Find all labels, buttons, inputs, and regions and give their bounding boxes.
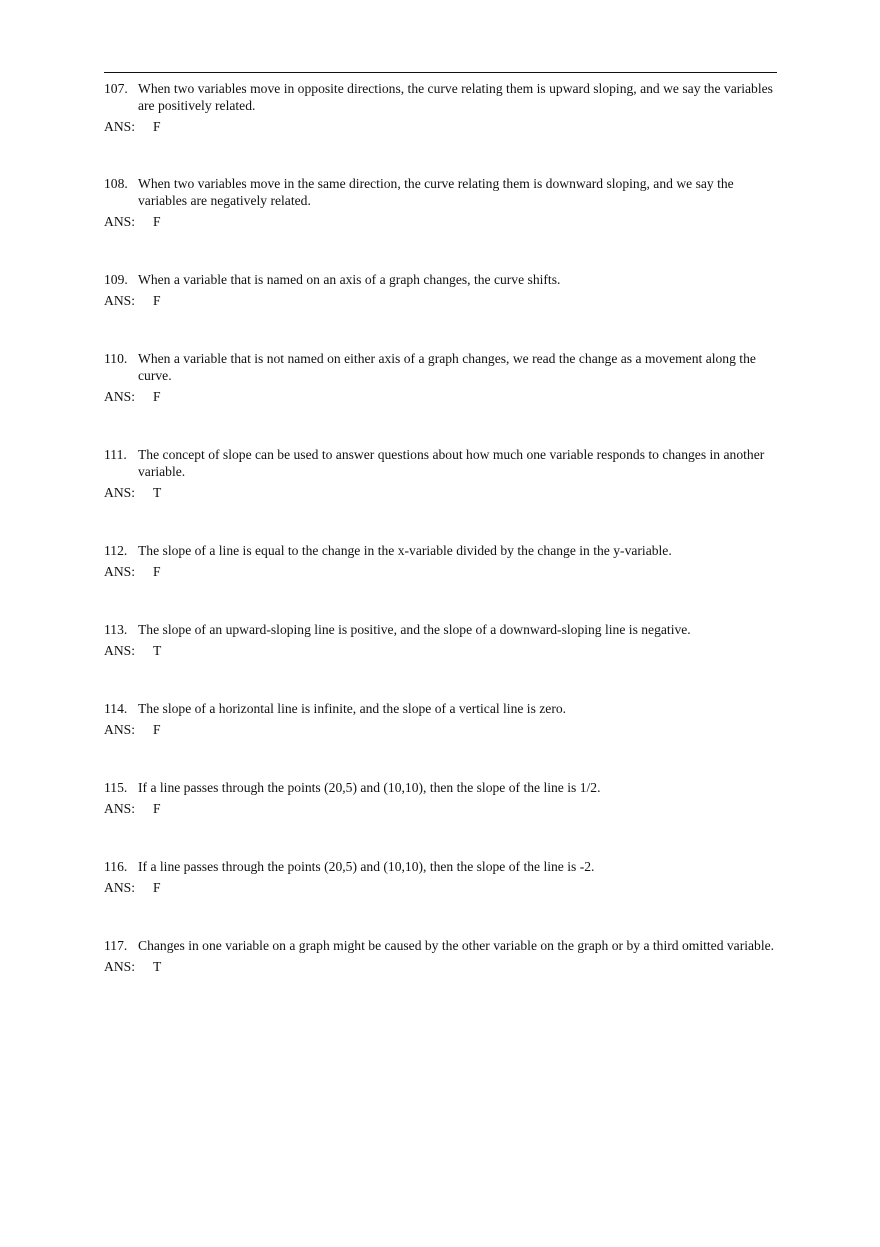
question-110 [104, 350, 777, 405]
question-number: 111. [104, 447, 127, 462]
answer-label: ANS: [104, 293, 135, 308]
answer-value: F [153, 293, 161, 308]
question-number: 109. [104, 272, 128, 287]
question-text: If a line passes through the points (20,5) and (10,10), then the slope of the line is 1/2. [138, 780, 601, 795]
question-number: 110. [104, 351, 128, 366]
question-number: 113. [104, 622, 128, 637]
question-text: The concept of slope can be used to answer questions about how much one variable responds to changes in another variable. [138, 447, 765, 479]
answer-value: F [153, 389, 161, 404]
answer-value: F [153, 880, 161, 895]
question-107 [104, 80, 777, 135]
answer-label: ANS: [104, 214, 135, 229]
question-text: When a variable that is not named on either axis of a graph changes, we read the change as a movement along the curve. [138, 351, 756, 383]
answer-value: T [153, 485, 162, 500]
answer-value: F [153, 801, 161, 816]
answer-value: T [153, 959, 162, 974]
question-number: 112. [104, 543, 128, 558]
answer-label: ANS: [104, 564, 135, 579]
question-number: 116. [104, 859, 128, 874]
question-text: When two variables move in opposite directions, the curve relating them is upward sloping, and we say the variables are positively related. [138, 81, 773, 113]
question-number: 108. [104, 176, 128, 191]
answer-label: ANS: [104, 485, 135, 500]
answer-label: ANS: [104, 722, 135, 737]
answer-label: ANS: [104, 801, 135, 816]
question-text: Changes in one variable on a graph might be caused by the other variable on the graph or by a third omitted variable. [138, 938, 775, 953]
answer-value: F [153, 564, 161, 579]
question-113 [104, 621, 777, 659]
question-114 [104, 700, 777, 738]
question-text: When a variable that is named on an axis of a graph changes, the curve shifts. [138, 272, 561, 287]
answer-label: ANS: [104, 119, 135, 134]
answer-value: F [153, 119, 161, 134]
answer-label: ANS: [104, 880, 135, 895]
question-115 [104, 779, 777, 817]
question-112 [104, 542, 777, 580]
question-111 [104, 446, 777, 501]
question-116 [104, 858, 777, 896]
question-117 [104, 937, 777, 975]
top-rule [104, 72, 777, 73]
answer-label: ANS: [104, 389, 135, 404]
question-text: The slope of an upward-sloping line is positive, and the slope of a downward-sloping line is negative. [138, 622, 691, 637]
answer-label: ANS: [104, 643, 135, 658]
question-text: If a line passes through the points (20,5) and (10,10), then the slope of the line is -2. [138, 859, 595, 874]
question-number: 117. [104, 938, 128, 953]
question-number: 115. [104, 780, 128, 795]
question-text: The slope of a horizontal line is infinite, and the slope of a vertical line is zero. [138, 701, 567, 716]
answer-value: F [153, 722, 161, 737]
answer-label: ANS: [104, 959, 135, 974]
question-text: When two variables move in the same direction, the curve relating them is downward sloping, and we say the variables are negatively related. [138, 176, 734, 208]
question-number: 114. [104, 701, 128, 716]
question-108 [104, 175, 777, 230]
answer-value: T [153, 643, 162, 658]
question-text: The slope of a line is equal to the change in the x-variable divided by the change in the y-variable. [138, 543, 672, 558]
question-number: 107. [104, 81, 128, 96]
answer-value: F [153, 214, 161, 229]
question-109 [104, 271, 777, 309]
